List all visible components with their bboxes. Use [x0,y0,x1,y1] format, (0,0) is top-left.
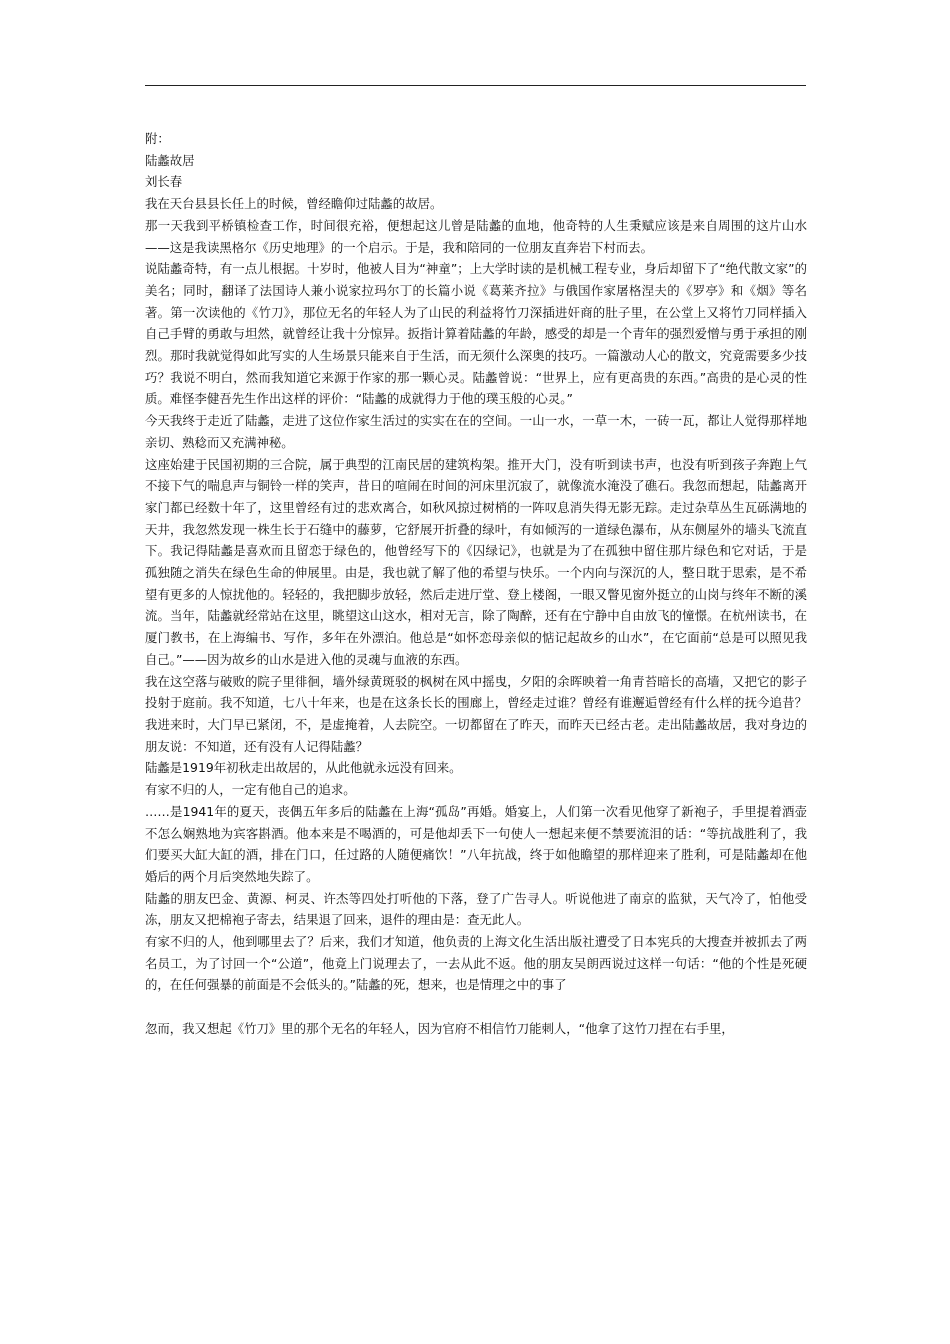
paragraph: 有家不归的人，他到哪里去了？后来，我们才知道，他负责的上海文化生活出版社遭受了日本宪兵的大搜查并被抓去了两名员工，为了讨回一个“公道”，他竟上门说理去了，一去从此不返。他的朋友吴朗西说过这样一句话：“他的个性是死硬的，在任何强暴的前面是不会低头的。”陆蠡的死，想来，也是情理之中的事了 [145,934,807,993]
paragraph: 忽而，我又想起《竹刀》里的那个无名的年轻人，因为官府不相信竹刀能刺人，“他拿了这竹刀捏在右手里， [145,1020,734,1036]
article-title: 陆蠡故居 [145,152,195,168]
article-author: 刘长春 [145,174,183,190]
paragraph: 有家不归的人，一定有他自己的追求。 [145,782,356,798]
paragraph: 陆蠡的朋友巴金、黄源、柯灵、许杰等四处打听他的下落，登了广告寻人。听说他进了南京的监狱，天气冷了，怕他受冻，朋友又把棉袍子寄去，结果退了回来，退件的理由是：查无此人。 [145,890,807,928]
paragraph: 陆蠡是1919年初秋走出故居的，从此他就永远没有回来。 [145,760,462,776]
appendix-label: 附： [145,131,170,146]
paragraph: 那一天我到平桥镇检查工作，时间很充裕，便想起这儿曾是陆蠡的血地，他奇特的人生秉赋应该是来自周围的这片山水——这是我读黑格尔《历史地理》的一个启示。于是，我和陪同的一位朋友直奔岩下村而去。 [145,217,807,255]
paragraph: 说陆蠡奇特，有一点儿根据。十岁时，他被人目为“神童”；上大学时读的是机械工程专业，身后却留下了“绝代散文家”的美名；同时，翻译了法国诗人兼小说家拉玛尔丁的长篇小说《葛莱齐拉》与俄国作家屠格涅夫的《罗亭》和《烟》等名著。第一次读他的《竹刀》，那位无名的年轻人为了山民的利益将竹刀深插进奸商的肚子里，在公堂上又将竹刀同样插入自己手臂的勇敢与坦然，就曾经让我十分惊异。扳指计算着陆蠡的年龄，感受的却是一个青年的强烈爱憎与勇于承担的刚烈。那时我就觉得如此写实的人生场景只能来自于生活，而无须什么深奥的技巧。一篇激动人心的散文，究竟需要多少技巧？我说不明白，然而我知道它来源于作家的那一颗心灵。陆蠡曾说：“世界上，应有更高贵的东西。”高贵的是心灵的性质。难怪李健吾先生作出这样的评价：“陆蠡的成就得力于他的璞玉般的心灵。” [145,261,807,407]
paragraph: 今天我终于走近了陆蠡，走进了这位作家生活过的实实在在的空间。一山一水，一草一木，一砖一瓦，都让人觉得那样地亲切、熟稔而又充满神秘。 [145,413,807,450]
paragraph: 我在这空落与破败的院子里徘徊，墙外绿黄斑驳的枫树在风中摇曳，夕阳的余晖映着一角青苔暗长的高墙，又把它的影子投射于庭前。我不知道，七八十年来，也是在这条长长的围廊上，曾经走过谁？曾经有谁邂逅曾经有什么样的抚今追昔？我进来时，大门早已紧闭，不，是虚掩着，人去院空。一切都留在了昨天，而昨天已经古老。走出陆蠡故居，我对身边的朋友说：不知道，还有没有人记得陆蠡？ [145,673,807,754]
paragraph: 这座始建于民国初期的三合院，属于典型的江南民居的建筑构架。推开大门，没有听到读书声，也没有听到孩子奔跑上气不接下气的喘息声与铜铃一样的笑声，昔日的喧闹在时间的河床里沉寂了，就像流水淹没了礁石。我忽而想起，陆蠡离开家门都已经数十年了，这里曾经有过的悲欢离合，如秋风掠过树梢的一阵叹息消失得无影无踪。走过杂草丛生瓦砾满地的天井，我忽然发现一株生长于石缝中的藤萝，它舒展开折叠的绿叶，有如倾泻的一道绿色瀑布，从东侧屋外的墙头飞流直下。我记得陆蠡是喜欢而且留恋于绿色的，他曾经写下的《囚绿记》，也就是为了在孤独中留住那片绿色和它对话，于是孤独随之消失在绿色生命的伸展里。由是，我也就了解了他的希望与快乐。一个内向与深沉的人，整日耽于思索，是不希望有更多的人惊扰他的。轻轻的，我把脚步放轻，然后走进厅堂、登上楼阁，一眼又瞥见窗外挺立的山岗与终年不断的溪流。当年，陆蠡就经常站在这里，眺望这山这水，相对无言，除了陶醉，还有在宁静中自由放飞的憧憬。在杭州读书，在厦门教书，在上海编书、写作，多年在外漂泊。他总是“如怀恋母亲似的惦记起故乡的山水”，在它面前“总是可以照见我自己。”——因为故乡的山水是进入他的灵魂与血液的东西。 [145,456,807,667]
header-rule [145,85,806,86]
paragraph: 我在天台县县长任上的时候，曾经瞻仰过陆蠡的故居。 [145,196,443,212]
document-body [145,128,807,1040]
paragraph: ……是1941年的夏天，丧偶五年多后的陆蠡在上海“孤岛”再婚。婚宴上，人们第一次看见他穿了新袍子，手里提着酒壶不怎么娴熟地为宾客斟酒。他本来是不喝酒的，可是他却丢下一句使人一想起来便不禁要流泪的话：“等抗战胜利了，我们要买大缸大缸的酒，排在门口，任过路的人随便痛饮！”八年抗战，终于如他瞻望的那样迎来了胜利，可是陆蠡却在他婚后的两个月后突然地失踪了。 [145,803,807,884]
